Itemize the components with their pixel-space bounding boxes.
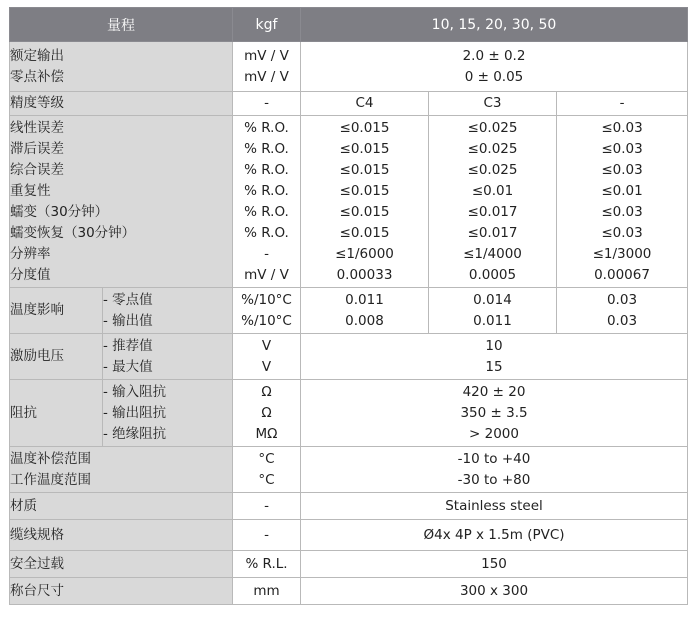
input-resistance-value: 420 ± 20	[462, 383, 526, 400]
accuracy-c4: C4	[301, 92, 429, 116]
resistance-unit: Ω	[261, 383, 272, 400]
spec-table	[9, 7, 688, 605]
error-unit: % R.O.	[244, 203, 289, 220]
c3-value: 0.0005	[468, 266, 517, 283]
operating-range-label: 工作温度范围	[10, 471, 91, 488]
zero-balance-label: 零点补偿	[10, 68, 64, 85]
other-value: 0.00067	[594, 266, 650, 283]
resistance-values	[301, 380, 688, 447]
output-sub-label: - 输出值	[103, 312, 153, 329]
temp-effect-c4	[301, 288, 429, 334]
c3-value: ≤0.017	[467, 203, 518, 220]
accuracy-row	[10, 92, 688, 116]
recommended-value: 10	[485, 337, 503, 354]
c4-value: 0.011	[345, 291, 384, 308]
header-unit: kgf	[233, 8, 301, 42]
error-unit: % R.O.	[244, 182, 289, 199]
error-other-values	[557, 116, 688, 288]
c3-value: ≤0.017	[467, 224, 518, 241]
resistance-unit: Ω	[261, 404, 272, 421]
error-units	[233, 116, 301, 288]
excitation-unit: V	[261, 337, 272, 354]
other-value: ≤0.01	[601, 182, 643, 199]
header-param: 量程	[10, 8, 233, 42]
platform-row	[10, 578, 688, 605]
header-capacity: 10, 15, 20, 30, 50	[301, 8, 688, 42]
excitation-label: 激励电压	[10, 334, 103, 380]
rated-output-value: 2.0 ± 0.2	[462, 47, 526, 64]
repeatability-label: 重复性	[10, 182, 51, 199]
c4-value: ≤1/6000	[335, 245, 394, 262]
recommended-sub-label: - 推荐值	[103, 337, 153, 354]
temp-effect-label: 温度影响	[10, 288, 103, 334]
accuracy-label: 精度等级	[10, 92, 233, 116]
temp-range-units	[233, 447, 301, 493]
other-value: ≤0.03	[601, 119, 643, 136]
output-labels	[10, 42, 233, 92]
creep-recovery-label: 蠕变恢复（30分钟）	[10, 224, 136, 241]
temp-effect-c3	[429, 288, 557, 334]
temp-range-labels	[10, 447, 233, 493]
temp-range-unit: °C	[258, 471, 275, 488]
resistance-unit: MΩ	[255, 425, 278, 442]
error-c3-values	[429, 116, 557, 288]
excitation-unit: V	[261, 358, 272, 375]
material-label: 材质	[10, 493, 233, 520]
c3-value: ≤0.01	[471, 182, 514, 199]
temp-effect-subs	[103, 288, 233, 334]
output-units	[233, 42, 301, 92]
cable-label: 缆线规格	[10, 520, 233, 551]
zero-balance-unit: mV / V	[244, 68, 289, 85]
overload-unit: % R.L.	[233, 551, 301, 578]
linearity-label: 线性误差	[10, 119, 64, 136]
c4-value: ≤0.015	[339, 203, 390, 220]
c4-value: ≤0.015	[339, 182, 390, 199]
input-resistance-label: - 输入阻抗	[103, 383, 167, 400]
accuracy-other: -	[557, 92, 688, 116]
resistance-label: 阻抗	[10, 380, 103, 447]
excitation-subs	[103, 334, 233, 380]
overload-label: 安全过载	[10, 551, 233, 578]
error-unit: mV / V	[244, 266, 289, 283]
c4-value: 0.008	[345, 312, 384, 329]
c4-value: ≤0.015	[339, 161, 390, 178]
c3-value: ≤1/4000	[463, 245, 522, 262]
accuracy-c3: C3	[429, 92, 557, 116]
error-unit: % R.O.	[244, 140, 289, 157]
insulation-resistance-label: - 绝缘阻抗	[103, 425, 167, 442]
c3-value: 0.014	[473, 291, 512, 308]
other-value: ≤0.03	[601, 140, 643, 157]
combined-error-label: 综合误差	[10, 161, 64, 178]
temp-range-values	[301, 447, 688, 493]
c3-value: ≤0.025	[467, 161, 518, 178]
c4-value: ≤0.015	[339, 224, 390, 241]
rated-output-label: 额定输出	[10, 47, 64, 64]
other-value: ≤0.03	[601, 161, 643, 178]
excitation-values	[301, 334, 688, 380]
c4-value: ≤0.015	[339, 119, 390, 136]
error-unit: -	[264, 245, 269, 262]
c4-value: 0.00033	[336, 266, 393, 283]
other-value: ≤0.03	[601, 224, 643, 241]
division-label: 分度值	[10, 266, 51, 283]
other-value: 0.03	[606, 312, 638, 329]
resistance-subs	[103, 380, 233, 447]
zero-sub-label: - 零点值	[103, 291, 153, 308]
material-unit: -	[233, 493, 301, 520]
error-unit: % R.O.	[244, 119, 289, 136]
temp-effect-other	[557, 288, 688, 334]
cable-value: Ø4x 4P x 1.5m (PVC)	[301, 520, 688, 551]
temp-range-row	[10, 447, 688, 493]
resolution-label: 分辨率	[10, 245, 51, 262]
compensated-range-value: -10 to +40	[457, 450, 531, 467]
overload-value: 150	[301, 551, 688, 578]
header-row	[10, 8, 688, 42]
temp-effect-row	[10, 288, 688, 334]
error-unit: % R.O.	[244, 161, 289, 178]
output-row	[10, 42, 688, 92]
maximum-sub-label: - 最大值	[103, 358, 153, 375]
error-labels	[10, 116, 233, 288]
temp-effect-unit: %/10°C	[241, 291, 292, 308]
platform-label: 称台尺寸	[10, 578, 233, 605]
temp-range-unit: °C	[258, 450, 275, 467]
zero-balance-value: 0 ± 0.05	[464, 68, 524, 85]
other-value: ≤1/3000	[592, 245, 652, 262]
cable-unit: -	[233, 520, 301, 551]
c3-value: ≤0.025	[467, 140, 518, 157]
compensated-range-label: 温度补偿范围	[10, 450, 91, 467]
temp-effect-unit: %/10°C	[241, 312, 292, 329]
platform-unit: mm	[233, 578, 301, 605]
overload-row	[10, 551, 688, 578]
output-resistance-label: - 输出阻抗	[103, 404, 167, 421]
excitation-units	[233, 334, 301, 380]
resistance-row	[10, 380, 688, 447]
material-row	[10, 493, 688, 520]
maximum-value: 15	[485, 358, 503, 375]
material-value: Stainless steel	[301, 493, 688, 520]
insulation-resistance-value: > 2000	[469, 425, 519, 442]
resistance-units	[233, 380, 301, 447]
creep-label: 蠕变（30分钟）	[10, 203, 109, 220]
output-resistance-value: 350 ± 3.5	[460, 404, 528, 421]
excitation-row	[10, 334, 688, 380]
output-values	[301, 42, 688, 92]
c4-value: ≤0.015	[339, 140, 390, 157]
other-value: ≤0.03	[601, 203, 643, 220]
temp-effect-units	[233, 288, 301, 334]
c3-value: 0.011	[473, 312, 512, 329]
accuracy-unit: -	[233, 92, 301, 116]
platform-value: 300 x 300	[301, 578, 688, 605]
error-unit: % R.O.	[244, 224, 289, 241]
cable-row	[10, 520, 688, 551]
operating-range-value: -30 to +80	[457, 471, 531, 488]
c3-value: ≤0.025	[467, 119, 518, 136]
error-row	[10, 116, 688, 288]
error-c4-values	[301, 116, 429, 288]
rated-output-unit: mV / V	[244, 47, 289, 64]
other-value: 0.03	[606, 291, 638, 308]
hysteresis-label: 滞后误差	[10, 140, 64, 157]
